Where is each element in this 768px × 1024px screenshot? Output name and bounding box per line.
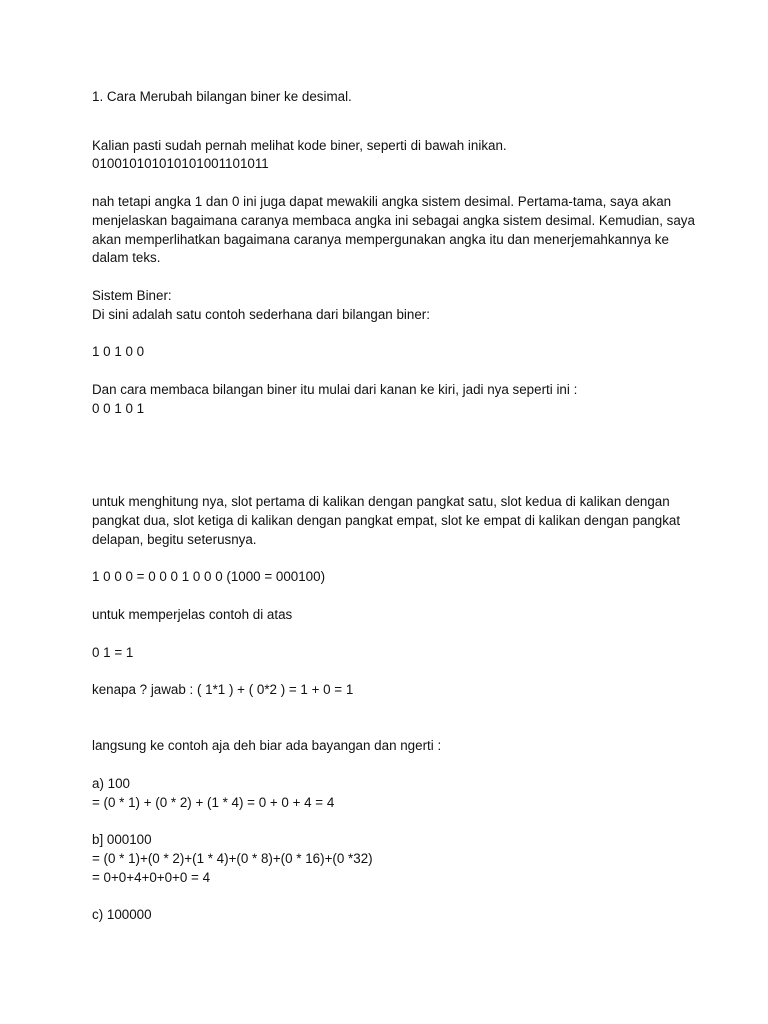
equation-line: kenapa ? jawab : ( 1*1 ) + ( 0*2 ) = 1 + 0 = 1 xyxy=(92,682,354,697)
paragraph-line: langsung ke contoh aja deh biar ada bayangan dan ngerti : xyxy=(92,738,442,753)
paragraph-line: untuk menghitung nya, slot pertama di kalikan dengan pangkat satu, slot kedua di kalikan dengan xyxy=(92,494,670,509)
equation-line: = 0+0+4+0+0+0 = 4 xyxy=(92,870,211,885)
example-label: c) 100000 xyxy=(92,907,152,922)
paragraph-line: Dan cara membaca bilangan biner itu mulai dari kanan ke kiri, jadi nya seperti ini : xyxy=(92,382,578,397)
example-binary: 1 0 1 0 0 xyxy=(92,344,145,359)
section-heading: 1. Cara Merubah bilangan biner ke desimal. xyxy=(92,89,352,104)
paragraph-line: untuk memperjelas contoh di atas xyxy=(92,607,293,622)
paragraph-line: nah tetapi angka 1 dan 0 ini juga dapat mewakili angka sistem desimal. Pertama-tama, saya akan xyxy=(92,194,672,209)
equation-line: = (0 * 1)+(0 * 2)+(1 * 4)+(0 * 8)+(0 * 16)+(0 *32) xyxy=(92,851,373,866)
example-label: a) 100 xyxy=(92,776,130,791)
equation-line: 0 1 = 1 xyxy=(92,645,134,660)
reversed-binary: 0 0 1 0 1 xyxy=(92,401,145,416)
paragraph-line: dalam teks. xyxy=(92,250,161,265)
paragraph-line: delapan, begitu seterusnya. xyxy=(92,532,257,547)
paragraph-line: pangkat dua, slot ketiga di kalikan dengan pangkat empat, slot ke empat di kalikan dengan pangkat xyxy=(92,513,681,528)
paragraph-line: Di sini adalah satu contoh sederhana dari bilangan biner: xyxy=(92,307,430,322)
paragraph-line: menjelaskan bagaimana caranya membaca angka ini sebagai angka sistem desimal. Kemudian, saya xyxy=(92,213,695,228)
binary-code-line: 010010101010101001101011 xyxy=(92,156,269,171)
example-label: b] 000100 xyxy=(92,832,152,847)
equation-line: 1 0 0 0 = 0 0 0 1 0 0 0 (1000 = 000100) xyxy=(92,569,326,584)
equation-line: = (0 * 1) + (0 * 2) + (1 * 4) = 0 + 0 + 4 = 4 xyxy=(92,795,335,810)
intro-line: Kalian pasti sudah pernah melihat kode biner, seperti di bawah inikan. xyxy=(92,138,507,153)
paragraph-line: akan memperlihatkan bagaimana caranya mempergunakan angka itu dan menerjemahkannya ke xyxy=(92,232,669,247)
subheading-sistem-biner: Sistem Biner: xyxy=(92,288,172,303)
